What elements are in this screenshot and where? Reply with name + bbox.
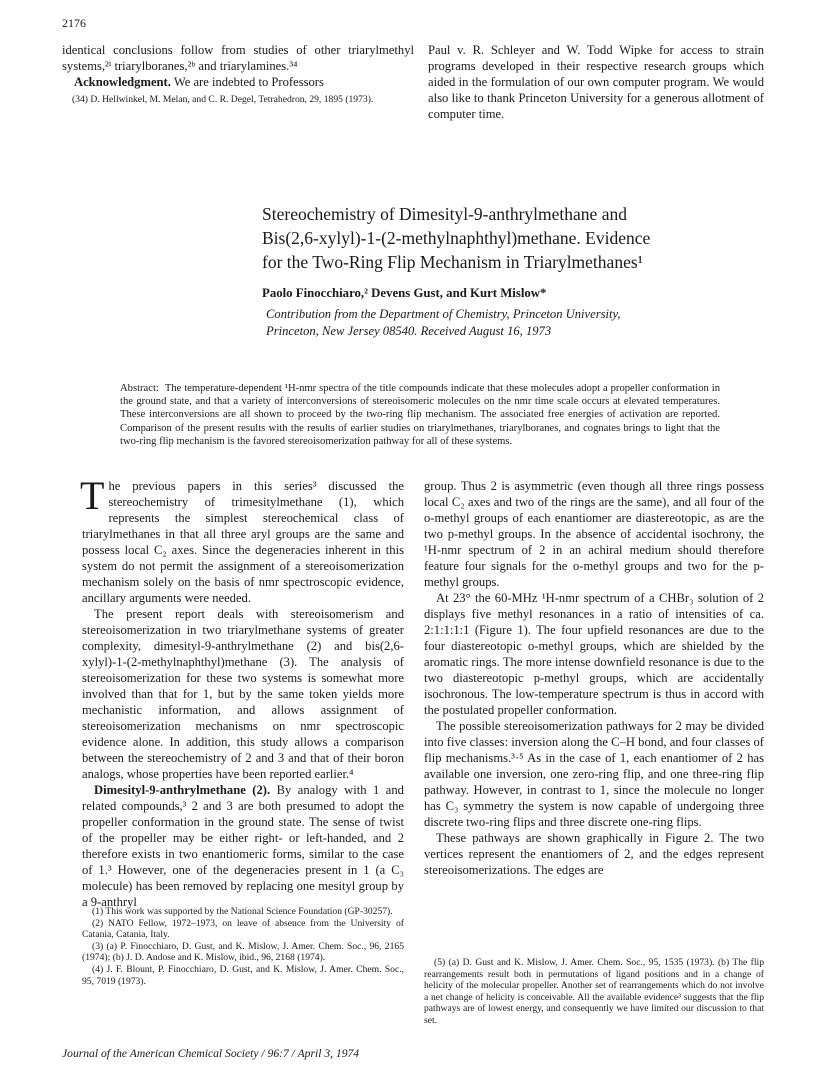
footnote: (2) NATO Fellow, 1972–1973, on leave of absence from the University of Catania, Catania, Italy.: [82, 917, 404, 941]
footnote: (3) (a) P. Finocchiaro, D. Gust, and K. Mislow, J. Amer. Chem. Soc., 96, 2165 (1974); (b) J. D. Andose and K. Mislow, ibid., 96, 2168 (1974).: [82, 940, 404, 964]
title-line: Stereochemistry of Dimesityl-9-anthrylmethane and: [262, 204, 627, 224]
page-number: 2176: [62, 16, 86, 30]
footnote: (1) This work was supported by the National Science Foundation (GP-30257).: [92, 906, 393, 917]
body-paragraph: The present report deals with stereoisomerism and stereoisomerization in two triarylmethane systems of greater complexity, dimesityl-9-anthrylmethane (2) and bis(2,6-xylyl)-1-(2-methylnaphthyl)methane (3). The analysis of stereoisomerization for these two systems is somewhat more involved than that for 1, but by the same token yields more mechanistic information, and allows assignment of stereoisomerization mechanisms on nmr spectroscopic evidence alone. In addition, this study allows a comparison between the stereochemistry of 2 and 3 and that of their boron analogs, whose properties have been reported earlier.⁴: [82, 607, 404, 781]
body-paragraph: At 23° the 60-MHz ¹H-nmr spectrum of a CHBr₃ solution of 2 displays five methyl resonances in a ratio of intensities of ca. 2:1:1:1:1 (Figure 1). The four upfield resonances are due to the four diastereotopic o-methyl groups, which are shielded by the aromatic rings. The more intense downfield resonance is due to the two diastereotopic p-methyl groups, which are accidentally isochronous. The low-temperature spectrum is thus in accord with the postulated propeller conformation.: [424, 591, 764, 717]
acknowledgment-text: We are indebted to Professors: [173, 75, 324, 89]
abstract-label: Abstract:: [120, 383, 159, 394]
section-heading: Dimesityl-9-anthrylmethane (2).: [94, 783, 271, 797]
drop-cap: T: [80, 473, 105, 518]
authors: Paolo Finocchiaro,² Devens Gust, and Kurt Mislow*: [262, 286, 547, 300]
top-right-column: [428, 42, 764, 122]
footnote: (4) J. F. Blount, P. Finocchiaro, D. Gust, and K. Mislow, J. Amer. Chem. Soc., 95, 7019 (1973).: [82, 963, 404, 987]
body-left-column: [80, 473, 404, 910]
title-line: Bis(2,6-xylyl)-1-(2-methylnaphthyl)methane. Evidence: [262, 228, 651, 248]
section-text: By analogy with 1 and related compounds,³ 2 and 3 are both presumed to adopt the propeller conformation in the ground state. The sense of twist of the propeller may be either right- or left-handed, and 2 therefore exists in two enantiomeric forms, similar to the case of 1.³ However, one of the degeneracies present in 1 (a C₃ molecule) has been removed by replacing one mesityl group by a 9-anthryl: [82, 783, 404, 909]
body-paragraph: These pathways are shown graphically in Figure 2. The two vertices represent the enantiomers of 2, and the edges represent stereoisomerizations. The edges are: [424, 831, 764, 877]
acknowledgment-continued: Paul v. R. Schleyer and W. Todd Wipke for access to strain programs developed in their respective research groups which aided in the formulation of our own computer program. We would also like to thank Princeton University for a generous allotment of computer time.: [428, 43, 764, 121]
section-paragraph: [82, 782, 404, 910]
footnote: (5) (a) D. Gust and K. Mislow, J. Amer. Chem. Soc., 95, 1535 (1973). (b) The flip rearrangements result both in permutations of ligand positions and in a change of helicity of the molecular propeller. Another set of rearrangements which do not involve a net change of helicity is conceivable. All the available evidence³ suggests that the flip pathways are of lowest energy, and consequently we have limited our discussion to that set.: [424, 957, 764, 1026]
article-title: [262, 202, 782, 274]
acknowledgment-heading: Acknowledgment.: [74, 75, 171, 89]
intro-text: he previous papers in this series³ discussed the stereochemistry of trimesitylmethane (1), which represents the simplest stereochemical class of triarylmethanes in that all three aryl groups are the same and possess local C₂ axes. Since the degeneracies inherent in this system do not permit the assignment of a stereoisomerization mechanism solely on the basis of nmr spectroscopic evidence, ancillary arguments were needed.: [82, 479, 404, 605]
right-footnotes: [424, 957, 764, 1027]
journal-footer: Journal of the American Chemical Society / 96:7 / April 3, 1974: [62, 1047, 360, 1060]
abstract: [120, 382, 720, 448]
intro-paragraph: [80, 473, 404, 606]
footnote-34-block: [62, 94, 414, 106]
abstract-text: The temperature-dependent ¹H-nmr spectra of the title compounds indicate that these molecules adopt a propeller conformation in the ground state, and that a variety of interconversions of stereoisomeric molecules on the nmr time scale occurs at elevated temperatures. These interconversions are all shown to proceed by the two-ring flip mechanism. The associated free energies of activation are reported. Comparison of the present results with the results of earlier studies on triarylmethanes, triarylboranes, and cognates brings to light that the two-ring flip mechanism is the favored stereoisomerization pathway for all of these systems.: [120, 383, 720, 447]
top-left-column: [62, 42, 414, 106]
affiliation-line: Contribution from the Department of Chemistry, Princeton University,: [266, 307, 621, 321]
body-paragraph: group. Thus 2 is asymmetric (even though all three rings possess local C₂ axes and two of the rings are the same), and all four of the o-methyl groups of each enantiomer are diastereotopic, as are the two p-methyl groups. In the absence of accidental isochrony, the ¹H-nmr spectrum of 2 in an achiral medium should therefore feature four signals for the o-methyl groups and two for the p-methyl groups.: [424, 479, 764, 589]
body-right-column: [424, 478, 764, 878]
footnote-34: (34) D. Hellwinkel, M. Melan, and C. R. Degel, Tetrahedron, 29, 1895 (1973).: [72, 94, 374, 105]
affiliation-line: Princeton, New Jersey 08540. Received August 16, 1973: [266, 324, 552, 338]
affiliation: [266, 306, 766, 340]
acknowledgment: [62, 74, 414, 90]
body-paragraph: The possible stereoisomerization pathways for 2 may be divided into five classes: inversion along the C–H bond, and four classes of flip mechanisms.³·⁵ As in the case of 1, each enantiomer of 2 has available one inversion, one zero-ring flip, and one three-ring flip pathway. However, in contrast to 1, since the molecule no longer has C₃ symmetry the system is now capable of undergoing three discrete two-ring flips and three discrete one-ring flips.: [424, 719, 764, 829]
left-footnotes: [82, 906, 404, 987]
title-line: for the Two-Ring Flip Mechanism in Triarylmethanes¹: [262, 252, 643, 272]
continued-paragraph: identical conclusions follow from studies of other triarylmethyl systems,²ⁱ triarylboranes,²ᵇ and triarylamines.³⁴: [62, 43, 414, 73]
